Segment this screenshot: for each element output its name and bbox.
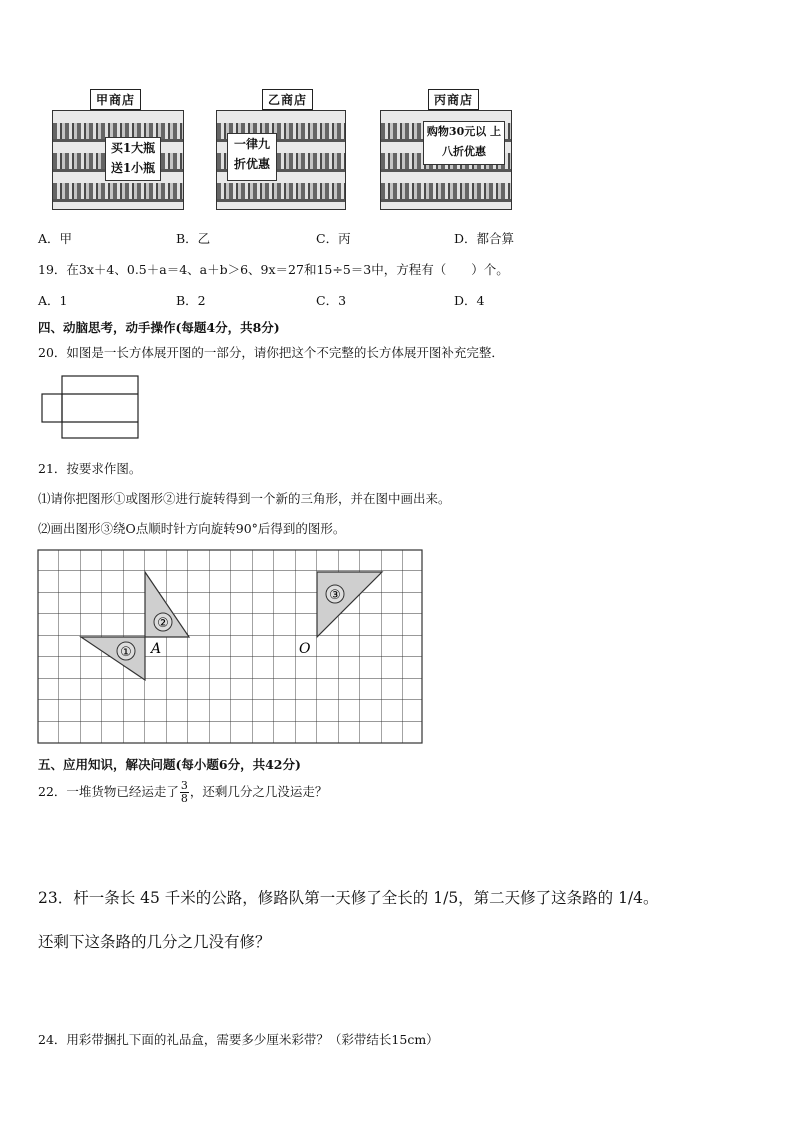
store-photo-yi — [216, 110, 346, 210]
q22-numerator: 3 — [180, 779, 188, 792]
store-label-bing: 丙商店 — [428, 89, 479, 110]
store-label-jia: 甲商店 — [90, 89, 141, 110]
shape1-label: ① — [120, 645, 132, 660]
q21-sub1: ⑴请你把图形①或图形②进行旋转得到一个新的三角形，并在图中画出来。 — [38, 491, 451, 506]
point-a-label: A — [151, 641, 162, 657]
q24-text: 24．用彩带捆扎下面的礼品盒，需要多少厘米彩带？（彩带结长15cm） — [38, 1032, 439, 1047]
q22-suffix: ，还剩几分之几没运走？ — [189, 784, 328, 799]
q20-net-figure — [38, 372, 142, 444]
store-promo-jia: 买1大瓶 送1小瓶 — [105, 137, 161, 181]
q22-fraction — [180, 780, 189, 805]
q18-option-b: B．乙 — [176, 231, 211, 246]
q19-text: 19．在3x＋4、0.5＋a＝4、a＋b＞6、9x＝27和15÷5＝3中，方程有（ ）个。 — [38, 262, 509, 277]
q18-option-c: C．丙 — [316, 231, 351, 246]
store-photo-bing — [380, 110, 512, 210]
q21-sub2: ⑵画出图形③绕O点顺时针方向旋转90°后得到的图形。 — [38, 521, 346, 536]
q23-line1: 23．杆一条长 45 千米的公路，修路队第一天修了全长的 1/5，第二天修了这条路的 1/4。 — [38, 889, 659, 907]
q18-option-a: A．甲 — [38, 231, 73, 246]
store-photo-jia — [52, 110, 184, 210]
section5-title: 五、应用知识，解决问题(每小题6分，共42分) — [38, 757, 301, 772]
store-promo-bing: 购物30元以 上八折优惠 — [423, 121, 505, 165]
q19-option-a: A．1 — [38, 293, 68, 308]
q22-prefix: 22．一堆货物已经运走了 — [38, 784, 179, 799]
q19-option-b: B．2 — [176, 293, 206, 308]
store-promo-yi: 一律九 折优惠 — [227, 133, 277, 181]
q18-option-d: D．都合算 — [454, 231, 515, 246]
q22-denominator: 8 — [180, 792, 188, 805]
q23-line2: 还剩下这条路的几分之几没有修？ — [38, 933, 271, 951]
store-label-yi: 乙商店 — [262, 89, 313, 110]
point-o-label: O — [299, 641, 311, 657]
q19-option-d: D．4 — [454, 293, 485, 308]
q19-option-c: C．3 — [316, 293, 347, 308]
q20-text: 20．如图是一长方体展开图的一部分，请你把这个不完整的长方体展开图补充完整． — [38, 345, 504, 360]
shape3-label: ③ — [329, 588, 341, 603]
section4-title: 四、动脑思考，动手操作(每题4分，共8分) — [38, 320, 280, 335]
q21-grid-figure — [37, 549, 427, 749]
q21-title: 21．按要求作图。 — [38, 461, 142, 476]
shape2-label: ② — [157, 616, 169, 631]
q22-question — [38, 780, 327, 805]
